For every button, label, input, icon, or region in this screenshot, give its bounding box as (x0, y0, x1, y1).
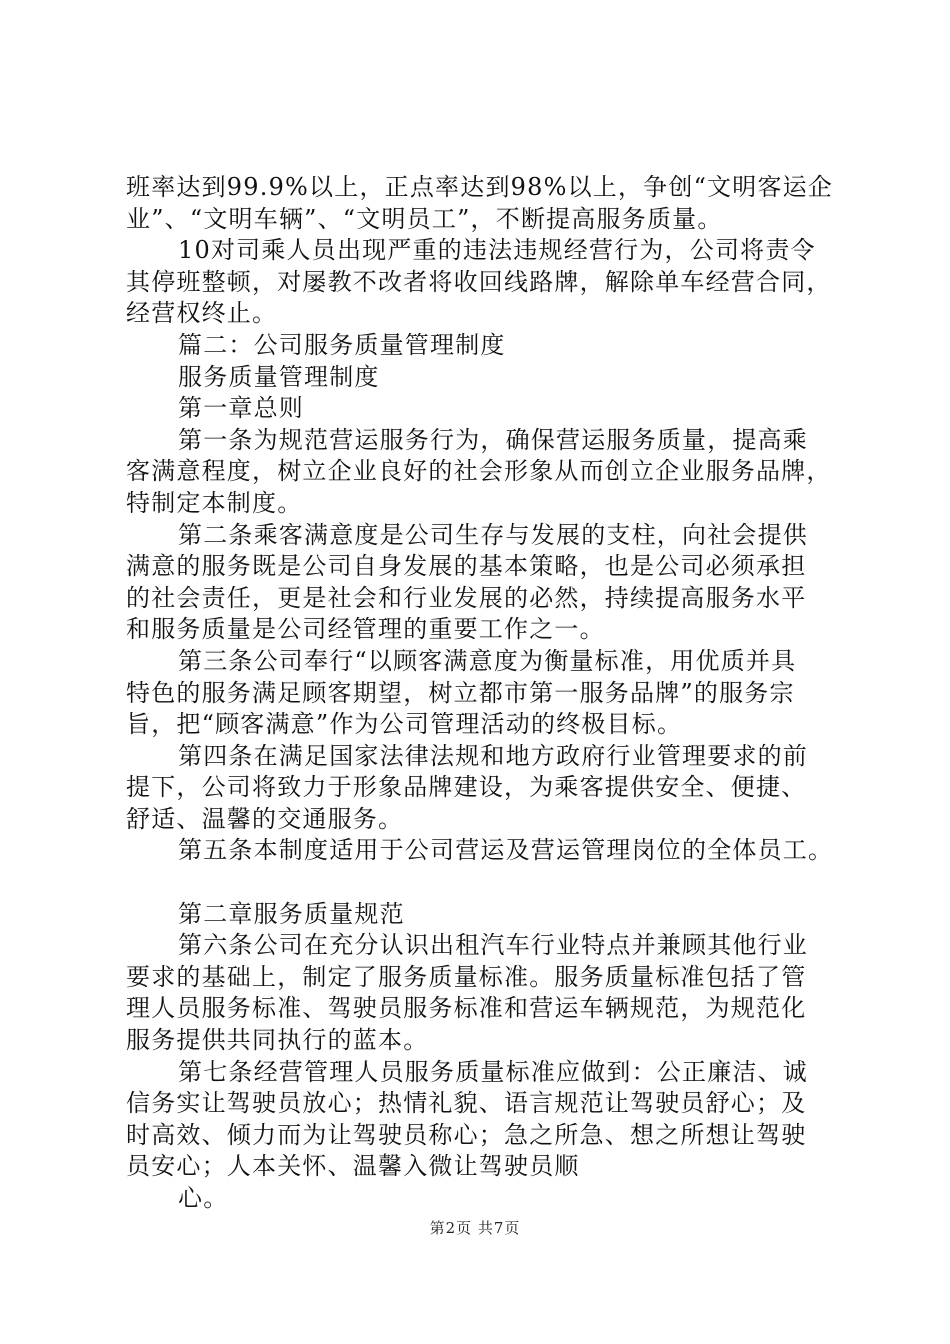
blank-line (126, 867, 846, 899)
text-line: 理人员服务标准、驾驶员服务标准和营运车辆规范，为规范化 (126, 994, 807, 1023)
text-line: 第一条为规范营运服务行为，确保营运服务质量，提高乘 (178, 425, 808, 454)
text-line: 特制定本制度。 (126, 488, 303, 517)
text-line: 客满意程度，树立企业良好的社会形象从而创立企业服务品牌， (126, 457, 832, 486)
text-line: 10对司乘人员出现严重的违法违规经营行为，公司将责令 (178, 236, 816, 265)
text-line: 员安心；人本关怀、温馨入微让驾驶员顺 (126, 1152, 580, 1181)
document-title: 服务质量管理制度 (178, 362, 380, 391)
text-line: 服务提供共同执行的蓝本。 (126, 1026, 429, 1055)
page-number: 第2页 共7页 (429, 1219, 521, 1237)
text-line: 第六条公司在充分认识出租汽车行业特点并兼顾其他行业 (178, 931, 808, 960)
text-line: 要求的基础上，制定了服务质量标准。服务质量标准包括了管 (126, 962, 807, 991)
text-line: 第三条公司奉行“以顾客满意度为衡量标准，用优质并具 (178, 646, 797, 675)
text-line: 心。 (178, 1184, 229, 1212)
text-line: 其停班整顿，对屡教不改者将收回线路牌，解除单车经营合同， (126, 267, 832, 296)
document-body (126, 172, 846, 1215)
text-line: 班率达到99.9%以上，正点率达到98%以上，争创“文明客运企 (126, 173, 834, 201)
text-line: 旨，把“顾客满意”作为公司管理活动的终极目标。 (126, 710, 683, 739)
text-line: 时高效、倾力而为让驾驶员称心；急之所急、想之所想让驾驶 (126, 1120, 807, 1149)
text-line: 特色的服务满足顾客期望，树立都市第一服务品牌”的服务宗 (126, 678, 795, 707)
page-footer (0, 1218, 950, 1238)
text-line: 第七条经营管理人员服务质量标准应做到：公正廉洁、诚 (178, 1057, 808, 1086)
text-line: 和服务质量是公司经管理的重要工作之一。 (126, 615, 605, 644)
chapter-heading: 第一章总则 (178, 394, 304, 423)
text-line: 信务实让驾驶员放心；热情礼貌、语言规范让驾驶员舒心；及 (126, 1089, 807, 1118)
text-line: 业”、“文明车辆”、“文明员工”，不断提高服务质量。 (126, 204, 723, 233)
text-line: 提下，公司将致力于形象品牌建设，为乘客提供安全、便捷、 (126, 773, 807, 802)
text-line: 第四条在满足国家法律法规和地方政府行业管理要求的前 (178, 741, 808, 770)
section-heading: 篇二：公司服务质量管理制度 (178, 330, 506, 359)
text-line: 第二条乘客满意度是公司生存与发展的支柱，向社会提供 (178, 520, 808, 549)
text-line: 舒适、温馨的交通服务。 (126, 804, 404, 833)
chapter-heading: 第二章服务质量规范 (178, 899, 405, 928)
text-line: 满意的服务既是公司自身发展的基本策略，也是公司必须承担 (126, 552, 807, 581)
text-line: 第五条本制度适用于公司营运及营运管理岗位的全体员工。 (178, 836, 834, 865)
text-line: 经营权终止。 (126, 299, 278, 328)
text-line: 的社会责任，更是社会和行业发展的必然，持续提高服务水平 (126, 583, 807, 612)
